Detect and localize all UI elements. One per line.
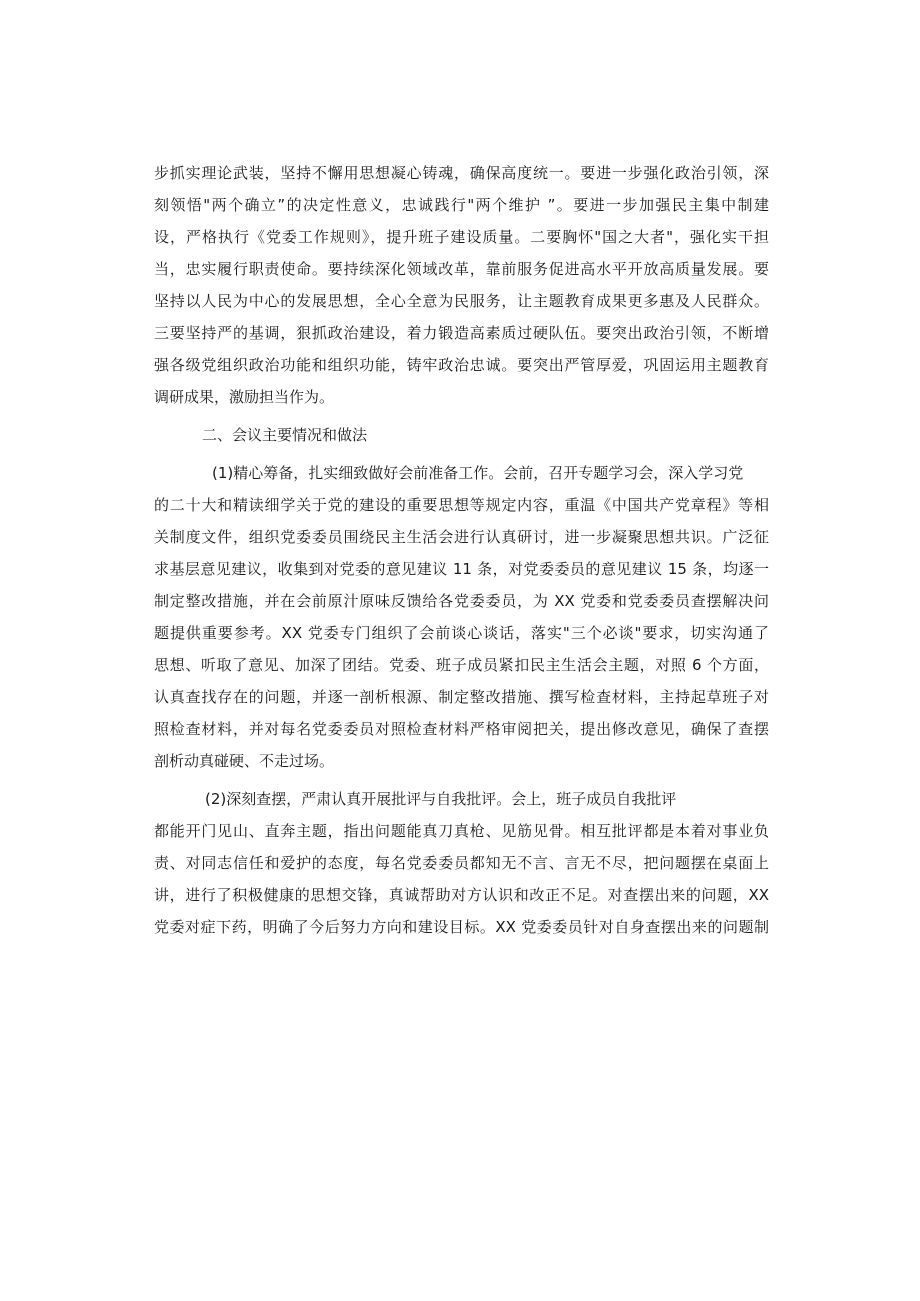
- text-line: 求基层意见建议，收集到对党委的意见建议 11 条，对党委委员的意见建议 15 条，均逐一: [154, 560, 769, 578]
- text-line: 责、对同志信任和爱护的态度，每名党委委员都知无不言、言无不尽，把问题摆在桌面上: [154, 854, 769, 872]
- text-line: 调研成果，激励担当作为。: [154, 388, 335, 406]
- text-line: 认真查找存在的问题，并逐一剖析根源、制定整改措施、撰写检查材料，主持起草班子对: [154, 688, 769, 706]
- text-line: 讲，进行了积极健康的思想交锋，真诚帮助对方认识和改正不足。对查摆出来的问题，XX: [154, 886, 769, 904]
- text-line: 坚持以人民为中心的发展思想，全心全意为民服务，让主题教育成果更多惠及人民群众。: [154, 292, 769, 310]
- text-line: 制定整改措施，并在会前原汁原味反馈给各党委委员，为 XX 党委和党委委员查摆解决问: [154, 592, 769, 610]
- text-line: 关制度文件，组织党委委员围绕民主生活会进行认真研讨，进一步凝聚思想共识。广泛征: [154, 528, 769, 546]
- text-line: 刻领悟"两个确立”的决定性意义，忠诚践行"两个维护 ”。要进一步加强民主集中制建: [154, 196, 769, 214]
- text-line: 三要坚持严的基调，狠抓政治建设，着力锻造高素质过硬队伍。要突出政治引领，不断增: [154, 324, 769, 342]
- text-line: 当，忠实履行职责使命。要持续深化领域改革，靠前服务促进高水平开放高质量发展。要: [154, 260, 769, 278]
- paragraph-preparation: [154, 457, 769, 777]
- text-line: 强各级党组织政治功能和组织功能，铸牢政治忠诚。要突出严管厚爱，巩固运用主题教育: [154, 356, 769, 374]
- text-line: 党委对症下药，明确了今后努力方向和建设目标。XX 党委委员针对自身查摆出来的问题制: [154, 918, 769, 936]
- section-heading: 二、会议主要情况和做法: [202, 426, 368, 444]
- text-line: (2)深刻查摆，严肃认真开展批评与自我批评。会上，班子成员自我批评: [205, 790, 677, 808]
- text-line: 思想、听取了意见、加深了团结。党委、班子成员紧扣民主生活会主题，对照 6 个方面，: [154, 656, 769, 674]
- text-line: 设，严格执行《党委工作规则》，提升班子建设质量。二要胸怀"国之大者"，强化实干担: [154, 228, 769, 246]
- paragraph-section1: [154, 157, 769, 413]
- text-line: 题提供重要参考。XX 党委专门组织了会前谈心谈话，落实"三个必谈"要求，切实沟通了: [154, 624, 769, 642]
- text-line: 剖析动真碰硬、不走过场。: [154, 752, 335, 770]
- text-line: (1)精心筹备，扎实细致做好会前准备工作。会前，召开专题学习会，深入学习党: [212, 464, 744, 482]
- text-line: 步抓实理论武装，坚持不懈用思想凝心铸魂，确保高度统一。要进一步强化政治引领，深: [154, 164, 769, 182]
- text-line: 都能开门见山、直奔主题，指出问题能真刀真枪、见筋见骨。相互批评都是本着对事业负: [154, 822, 769, 840]
- text-line: 的二十大和精读细学关于党的建设的重要思想等规定内容，重温《中国共产党章程》等相: [154, 496, 769, 514]
- document-body: [154, 157, 769, 943]
- text-line: 照检查材料，并对每名党委委员对照检查材料严格审阅把关，提出修改意见，确保了查摆: [154, 720, 769, 738]
- paragraph-criticism: [154, 783, 769, 943]
